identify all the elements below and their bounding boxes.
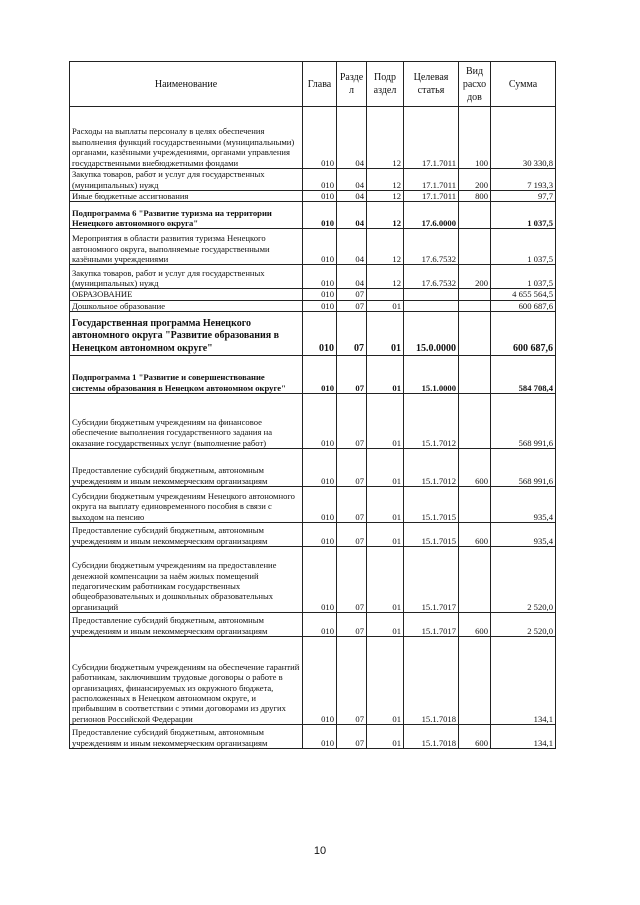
table-row (70, 107, 556, 169)
row-name: ОБРАЗОВАНИЕ (70, 289, 303, 300)
table-row (70, 169, 556, 191)
row-razdel: 04 (337, 107, 367, 169)
table-row (70, 289, 556, 300)
row-statya: 15.1.7018 (404, 637, 459, 725)
row-summa: 1 037,5 (491, 265, 556, 289)
table-row (70, 637, 556, 725)
table-row (70, 229, 556, 265)
header-vid: Вид расхо дов (459, 62, 491, 107)
row-podrazdel: 01 (367, 637, 404, 725)
table-row (70, 300, 556, 311)
row-statya: 17.6.0000 (404, 202, 459, 229)
row-vid: 600 (459, 449, 491, 487)
row-razdel: 04 (337, 265, 367, 289)
row-razdel: 04 (337, 229, 367, 265)
row-summa: 2 520,0 (491, 547, 556, 613)
table-row (70, 394, 556, 449)
row-name: Субсидии бюджетным учреждениям на финансовое обеспечение выполнения государственного задания на оказание государственных услуг (выполнение работ) (70, 394, 303, 449)
row-name: Подпрограмма 6 "Развитие туризма на территории Ненецкого автономного округа" (70, 202, 303, 229)
row-vid (459, 202, 491, 229)
row-vid: 800 (459, 191, 491, 202)
row-glava: 010 (303, 289, 337, 300)
row-podrazdel: 01 (367, 449, 404, 487)
header-glava: Глава (303, 62, 337, 107)
row-podrazdel: 12 (367, 202, 404, 229)
row-statya: 15.1.0000 (404, 356, 459, 394)
row-statya: 15.1.7017 (404, 547, 459, 613)
row-name: Предоставление субсидий бюджетным, автономным учреждениям и иным некоммерческим организациям (70, 449, 303, 487)
row-summa: 134,1 (491, 637, 556, 725)
table-row (70, 265, 556, 289)
row-glava: 010 (303, 356, 337, 394)
row-vid (459, 394, 491, 449)
row-summa: 7 193,3 (491, 169, 556, 191)
row-vid: 600 (459, 725, 491, 749)
row-podrazdel: 12 (367, 107, 404, 169)
row-summa: 134,1 (491, 725, 556, 749)
table-header-row (70, 62, 556, 107)
row-vid: 600 (459, 613, 491, 637)
row-glava: 010 (303, 449, 337, 487)
row-vid: 100 (459, 107, 491, 169)
row-statya (404, 300, 459, 311)
header-podrazdel: Подр аздел (367, 62, 404, 107)
row-summa: 584 708,4 (491, 356, 556, 394)
row-razdel: 07 (337, 356, 367, 394)
row-name: Предоставление субсидий бюджетным, автономным учреждениям и иным некоммерческим организациям (70, 523, 303, 547)
row-glava: 010 (303, 725, 337, 749)
row-razdel: 07 (337, 487, 367, 523)
table-row (70, 312, 556, 356)
row-statya: 17.6.7532 (404, 229, 459, 265)
row-name: Подпрограмма 1 "Развитие и совершенствование системы образования в Ненецком автономном округе" (70, 356, 303, 394)
row-name: Расходы на выплаты персоналу в целях обеспечения выполнения функций государственными (муниципальными) органами, казёнными учреждениями, органами управления государственными внебюджетными фондами (70, 107, 303, 169)
row-razdel: 04 (337, 191, 367, 202)
row-razdel: 04 (337, 202, 367, 229)
row-summa: 97,7 (491, 191, 556, 202)
row-podrazdel: 01 (367, 547, 404, 613)
row-razdel: 07 (337, 547, 367, 613)
table-row (70, 613, 556, 637)
row-summa: 935,4 (491, 487, 556, 523)
row-razdel: 07 (337, 289, 367, 300)
row-glava: 010 (303, 394, 337, 449)
header-summa: Сумма (491, 62, 556, 107)
row-glava: 010 (303, 613, 337, 637)
row-vid: 600 (459, 523, 491, 547)
row-podrazdel: 01 (367, 613, 404, 637)
row-razdel: 07 (337, 725, 367, 749)
row-statya: 15.1.7015 (404, 523, 459, 547)
row-vid (459, 229, 491, 265)
row-statya: 15.1.7018 (404, 725, 459, 749)
row-vid (459, 289, 491, 300)
table-row (70, 191, 556, 202)
row-statya: 15.1.7012 (404, 449, 459, 487)
row-razdel: 07 (337, 449, 367, 487)
row-name: Государственная программа Ненецкого автономного округа "Развитие образования в Ненецком автономном округе" (70, 312, 303, 356)
row-summa: 4 655 564,5 (491, 289, 556, 300)
row-vid: 200 (459, 169, 491, 191)
row-podrazdel: 01 (367, 523, 404, 547)
row-razdel: 07 (337, 613, 367, 637)
row-name: Предоставление субсидий бюджетным, автономным учреждениям и иным некоммерческим организациям (70, 725, 303, 749)
header-razdel: Разде л (337, 62, 367, 107)
table-row (70, 523, 556, 547)
row-glava: 010 (303, 523, 337, 547)
row-summa: 568 991,6 (491, 394, 556, 449)
row-vid: 200 (459, 265, 491, 289)
row-statya: 15.1.7012 (404, 394, 459, 449)
row-statya (404, 289, 459, 300)
row-glava: 010 (303, 229, 337, 265)
row-name: Закупка товаров, работ и услуг для государственных (муниципальных) нужд (70, 265, 303, 289)
row-podrazdel: 01 (367, 394, 404, 449)
row-statya: 17.1.7011 (404, 191, 459, 202)
row-name: Субсидии бюджетным учреждениям на предоставление денежной компенсации за наём жилых помещений педагогическим работникам государственных общеобразовательных и дошкольных образовательных организаций (70, 547, 303, 613)
row-glava: 010 (303, 107, 337, 169)
table-row (70, 487, 556, 523)
row-podrazdel (367, 289, 404, 300)
row-vid (459, 637, 491, 725)
row-razdel: 07 (337, 394, 367, 449)
row-podrazdel: 01 (367, 725, 404, 749)
table-row (70, 449, 556, 487)
row-glava: 010 (303, 300, 337, 311)
row-glava: 010 (303, 265, 337, 289)
table-row (70, 547, 556, 613)
row-statya: 17.1.7011 (404, 169, 459, 191)
row-podrazdel: 12 (367, 191, 404, 202)
header-name: Наименование (70, 62, 303, 107)
row-summa: 1 037,5 (491, 229, 556, 265)
header-statya: Целевая статья (404, 62, 459, 107)
row-summa: 1 037,5 (491, 202, 556, 229)
row-glava: 010 (303, 547, 337, 613)
row-glava: 010 (303, 637, 337, 725)
row-name: Предоставление субсидий бюджетным, автономным учреждениям и иным некоммерческим организациям (70, 613, 303, 637)
row-name: Дошкольное образование (70, 300, 303, 311)
table-row (70, 725, 556, 749)
row-podrazdel: 01 (367, 312, 404, 356)
row-statya: 15.0.0000 (404, 312, 459, 356)
row-glava: 010 (303, 191, 337, 202)
row-summa: 600 687,6 (491, 300, 556, 311)
row-razdel: 04 (337, 169, 367, 191)
page-number: 10 (313, 845, 327, 857)
row-summa: 2 520,0 (491, 613, 556, 637)
row-vid (459, 487, 491, 523)
row-razdel: 07 (337, 300, 367, 311)
row-podrazdel: 01 (367, 300, 404, 311)
row-glava: 010 (303, 169, 337, 191)
row-name: Субсидии бюджетным учреждениям на обеспечение гарантий работникам, заключившим трудовые договоры о работе в организациях, финансируемых из окружного бюджета, расположенных в Ненецком автономном округе, и прибывшим в соответствии с этими договорами из других регионов Российской Федерации (70, 637, 303, 725)
row-razdel: 07 (337, 637, 367, 725)
row-razdel: 07 (337, 523, 367, 547)
row-podrazdel: 01 (367, 487, 404, 523)
row-glava: 010 (303, 487, 337, 523)
row-statya: 15.1.7015 (404, 487, 459, 523)
row-podrazdel: 12 (367, 265, 404, 289)
row-podrazdel: 01 (367, 356, 404, 394)
row-podrazdel: 12 (367, 229, 404, 265)
row-summa: 568 991,6 (491, 449, 556, 487)
table-row (70, 356, 556, 394)
row-razdel: 07 (337, 312, 367, 356)
row-statya: 17.6.7532 (404, 265, 459, 289)
row-name: Закупка товаров, работ и услуг для государственных (муниципальных) нужд (70, 169, 303, 191)
row-statya: 15.1.7017 (404, 613, 459, 637)
row-name: Субсидии бюджетным учреждениям Ненецкого автономного округа на выплату единовременного пособия в связи с выходом на пенсию (70, 487, 303, 523)
row-vid (459, 547, 491, 613)
row-vid (459, 300, 491, 311)
row-glava: 010 (303, 202, 337, 229)
budget-table (69, 61, 556, 749)
row-statya: 17.1.7011 (404, 107, 459, 169)
row-name: Иные бюджетные ассигнования (70, 191, 303, 202)
row-summa: 600 687,6 (491, 312, 556, 356)
row-vid (459, 312, 491, 356)
row-vid (459, 356, 491, 394)
row-summa: 30 330,8 (491, 107, 556, 169)
row-glava: 010 (303, 312, 337, 356)
table-row (70, 202, 556, 229)
row-podrazdel: 12 (367, 169, 404, 191)
row-summa: 935,4 (491, 523, 556, 547)
row-name: Мероприятия в области развития туризма Ненецкого автономного округа, выполняемые государственными казёнными учреждениями (70, 229, 303, 265)
